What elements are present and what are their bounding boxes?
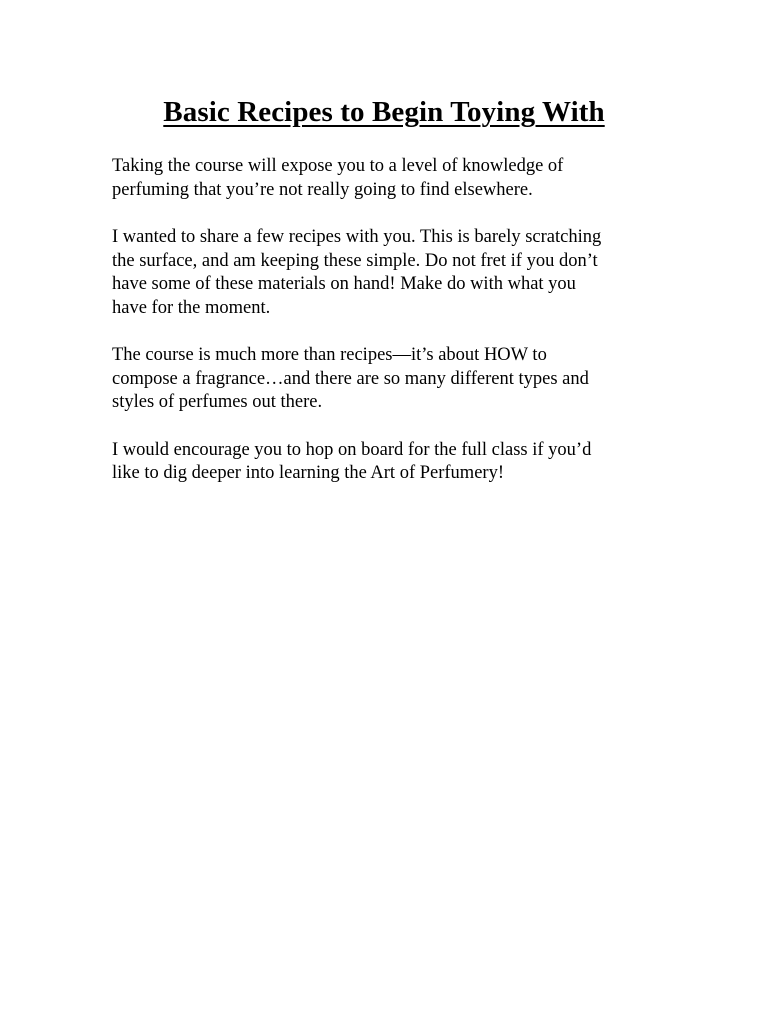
paragraph-line: have some of these materials on hand! Make do with what you [112,274,576,294]
paragraph-4 [112,439,672,486]
paragraph-1 [112,155,672,202]
paragraph-line: The course is much more than recipes—it’s about HOW to [112,345,547,365]
paragraph-line: the surface, and am keeping these simple. Do not fret if you don’t [112,250,598,271]
paragraph-line: styles of perfumes out there. [112,392,323,412]
paragraph-line: Taking the course will expose you to a level of knowledge of [112,156,564,176]
document-body [112,155,672,510]
paragraph-line: perfuming that you’re not really going to find elsewhere. [112,179,533,200]
paragraph-2 [112,226,672,320]
paragraph-3 [112,344,672,415]
paragraph-line: compose a fragrance…and there are so many different types and [112,368,589,389]
paragraph-line: I wanted to share a few recipes with you. This is barely scratching [112,227,602,247]
paragraph-line: I would encourage you to hop on board for the full class if you’d [112,439,592,460]
paragraph-line: like to dig deeper into learning the Art of Perfumery! [112,463,504,483]
paragraph-line: have for the moment. [112,297,271,318]
document-title: Basic Recipes to Begin Toying With [163,96,605,128]
